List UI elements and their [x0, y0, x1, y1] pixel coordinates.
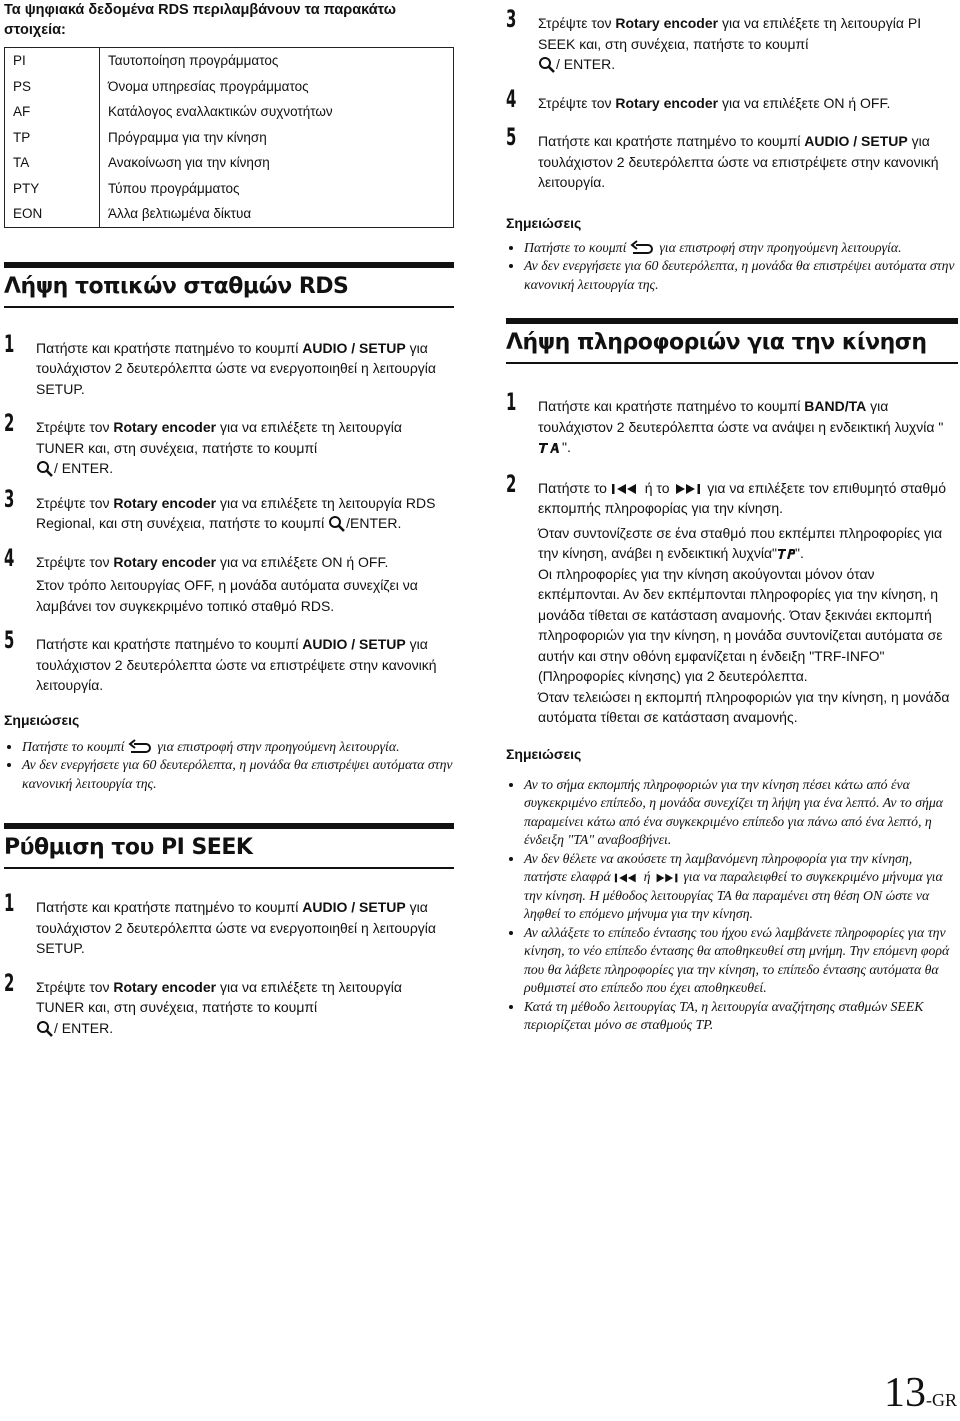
note-item [524, 239, 958, 258]
step-number: 1 [4, 329, 15, 358]
step-number: 2 [4, 409, 15, 437]
step-text: για να επιλέξετε τη λειτουργία PI SEEK και, στη συνέχεια, πατήστε το κουμπί [538, 15, 922, 52]
step-number: 2 [506, 469, 517, 498]
button-name: AUDIO / SETUP [302, 899, 406, 915]
table-cell-abbr: AF [5, 99, 100, 125]
step-detail: Οι πληροφορίες για την κίνηση ακούγονται μόνον όταν εκπέμπονται. Αν δεν εκπέμπονται πληροφορίες για την κίνηση, η μονάδα τίθεται σε κατάσταση αναμονής. Όταν ξεκινάει εκπομπή πληροφοριών για την κίνηση, η μονάδα συντονίζεται αυτόματα σε αυτήν και στην οθόνη εμφανίζεται η ένδειξη "TRF-INFO" (Πληροφορίες κίνησης) για 2 δευτερόλεπτα. [538, 565, 943, 684]
table-cell-abbr: PS [5, 74, 100, 100]
step-1 [4, 889, 454, 959]
left-column [4, 0, 454, 1038]
table-cell-desc: Ταυτοποίηση προγράμματος [108, 53, 279, 69]
search-icon [538, 56, 556, 74]
step-4 [4, 543, 454, 617]
note-item: • Αν αλλάξετε το επίπεδο έντασης του ήχου ενώ λαμβάνετε πληροφορίες για την κίνηση, το νέο επίπεδο έντασης θα αποθηκευθεί στη μνήμη. Την επόμενη φορά που θα λάβετε πληροφορίες για την κίνηση, το επίπεδο έντασης αυτόματα θα ρυθμιστεί στο επίπεδο που έχει αποθηκευθεί. [524, 924, 958, 998]
next-track-icon [654, 872, 680, 884]
step-detail [538, 523, 958, 564]
step-text: για τουλάχιστον 2 δευτερόλεπτα ώστε να επιστρέψετε στην κανονική λειτουργία. [538, 133, 939, 190]
table-row [5, 48, 454, 74]
control-name: Rotary encoder [113, 553, 217, 570]
step-number: 1 [506, 388, 517, 416]
previous-track-icon [614, 872, 640, 884]
table-row [5, 150, 454, 176]
button-name: BAND/TA [804, 398, 867, 414]
table-cell-desc: Ανακοίνωση για την κίνηση [108, 155, 270, 171]
note-text: ή [640, 869, 654, 884]
note-text: για επιστροφή στην προηγούμενη λειτουργία. [655, 239, 902, 255]
step-text: για να επιλέξετε ON ή OFF. [718, 94, 891, 111]
step-text: Πατήστε και κρατήστε πατημένο το κουμπί [36, 636, 303, 652]
notes-title: Σημειώσεις [506, 745, 582, 762]
step-number: 3 [506, 5, 517, 33]
control-name: Rotary encoder [615, 15, 719, 31]
note-item [524, 850, 958, 924]
table-cell-abbr: PTY [5, 176, 100, 202]
step-3 [506, 5, 958, 75]
step-3 [4, 484, 454, 534]
step-number: 5 [4, 626, 15, 654]
table-cell-desc: Κατάλογος εναλλακτικών συχνοτήτων [108, 104, 333, 120]
step-text: για να επιλέξετε τη λειτουργία TUNER και, στη συνέχεια, πατήστε το κουμπί [36, 419, 402, 456]
table-row [5, 176, 454, 202]
note-item: • Κατά τη μέθοδο λειτουργίας TA, η λειτουργία αναζήτησης σταθμών SEEK περιορίζεται μόνο σε σταθμούς TP. [524, 998, 958, 1035]
table-row [5, 201, 454, 227]
note-text: Αν δεν θέλετε να ακούσετε τη λαμβανόμενη πληροφορία για την κίνηση, πατήστε ελαφρά [524, 850, 913, 884]
detail-text: ". [795, 545, 804, 561]
step-number: 5 [506, 123, 517, 151]
step-text: ή το [640, 479, 674, 496]
table-cell-abbr: EON [5, 201, 100, 227]
step-text: Στρέψτε τον [538, 15, 616, 31]
note-item: • Αν δεν ενεργήσετε για 60 δευτερόλεπτα, η μονάδα θα επιστρέψει αυτόματα στην κανονική λειτουργία της. [22, 756, 454, 793]
step-text: / ENTER. [556, 56, 616, 72]
table-cell-desc: Άλλα βελτιωμένα δίκτυα [108, 206, 252, 222]
control-name: Rotary encoder [615, 94, 719, 111]
tp-indicator-icon [777, 548, 795, 560]
notes-title: Σημειώσεις [506, 214, 582, 231]
step-number: 4 [506, 84, 517, 113]
search-icon [328, 515, 346, 533]
rds-table [4, 47, 454, 228]
rds-intro: Τα ψηφιακά δεδομένα RDS περιλαμβάνουν τα παρακάτω στοιχεία: [4, 2, 396, 38]
step-text: Πατήστε και κρατήστε πατημένο το κουμπί [36, 339, 303, 356]
note-item: • Αν δεν ενεργήσετε για 60 δευτερόλεπτα, η μονάδα θα επιστρέψει αυτόματα στην κανονική λειτουργία της. [524, 257, 958, 294]
step-text: Στρέψτε τον [36, 494, 114, 511]
step-2 [4, 409, 454, 479]
step-text: Στρέψτε τον [36, 419, 114, 435]
note-text: Πατήστε το κουμπί [524, 239, 630, 255]
table-row [5, 99, 454, 125]
control-name: Rotary encoder [113, 978, 217, 995]
step-text: για να επιλέξετε τη λειτουργία RDS Regional, και στη συνέχεια, πατήστε το κουμπί [36, 494, 436, 531]
step-number: 3 [4, 484, 15, 513]
right-column [506, 0, 958, 1035]
table-cell-desc: Όνομα υπηρεσίας προγράμματος [108, 78, 309, 94]
step-text: για τουλάχιστον 2 δευτερόλεπτα ώστε να ενεργοποιηθεί η λειτουργία SETUP. [36, 899, 436, 956]
step-text: / ENTER. [54, 460, 114, 476]
page-number-value: 13 [884, 1370, 926, 1416]
step-number: 2 [4, 968, 15, 997]
step-4 [506, 84, 958, 114]
step-text: Πατήστε και κρατήστε πατημένο το κουμπί [538, 398, 805, 414]
table-cell-desc: Πρόγραμμα για την κίνηση [108, 129, 267, 145]
table-cell-abbr: PI [5, 48, 100, 74]
notes-list [506, 239, 958, 295]
previous-track-icon [611, 483, 641, 495]
step-1 [506, 388, 958, 458]
next-track-icon [673, 483, 703, 495]
note-item: • Αν το σήμα εκπομπής πληροφοριών για την κίνηση πέσει κάτω από ένα συγκεκριμένο επίπεδο, η μονάδα συνεχίζει τη λήψη για ένα λεπτό. Αν το σήμα παραμείνει κάτω από ένα συγκεκριμένο επίπεδο για πάνω από ένα λεπτό, η ένδειξη "TA" αναβοσβήνει. [524, 776, 958, 850]
section-title-traffic-info: Λήψη πληροφοριών για την κίνηση [506, 318, 958, 364]
step-text: Στρέψτε τον [538, 94, 616, 111]
table-row [5, 125, 454, 151]
return-icon [128, 739, 154, 755]
step-text: / ENTER. [54, 1019, 114, 1036]
note-text: για επιστροφή στην προηγούμενη λειτουργία. [153, 738, 400, 754]
table-row [5, 74, 454, 100]
table-cell-abbr: TA [5, 150, 100, 176]
step-number: 4 [4, 543, 15, 572]
search-icon [36, 460, 54, 478]
step-text: ". [562, 439, 571, 455]
step-text: για τουλάχιστον 2 δευτερόλεπτα ώστε να ενεργοποιηθεί η λειτουργία SETUP. [36, 339, 436, 397]
button-name: AUDIO / SETUP [302, 636, 406, 652]
step-number: 1 [4, 889, 15, 917]
note-text: Πατήστε το κουμπί [22, 738, 128, 754]
step-text: για να επιλέξετε ON ή OFF. [216, 553, 389, 570]
control-name: Rotary encoder [113, 419, 217, 435]
note-item [22, 738, 454, 757]
table-cell-desc: Τύπου προγράμματος [108, 180, 240, 196]
step-1 [4, 329, 454, 400]
step-2 [4, 968, 454, 1039]
section-title-local-rds: Λήψη τοπικών σταθμών RDS [4, 262, 454, 308]
search-icon [36, 1020, 54, 1038]
table-cell-abbr: TP [5, 125, 100, 151]
step-text: για τουλάχιστον 2 δευτερόλεπτα ώστε να ανάψει η ενδεικτική λυχνία " [538, 398, 944, 435]
step-text: για να επιλέξετε τον επιθυμητό σταθμό εκπομπής πληροφορίας για την κίνηση. [538, 479, 947, 516]
step-text: για τουλάχιστον 2 δευτερόλεπτα ώστε να επιστρέψετε στην κανονική λειτουργία. [36, 636, 437, 693]
control-name: Rotary encoder [113, 494, 217, 511]
step-2 [506, 469, 958, 728]
detail-text: Όταν συντονίζεστε σε ένα σταθμό που εκπέμπει πληροφορίες για την κίνηση, ανάβει η ενδεικτική λυχνία" [538, 524, 943, 561]
step-5 [4, 626, 454, 696]
button-name: AUDIO / SETUP [804, 133, 908, 149]
step-detail: Όταν τελειώσει η εκπομπή πληροφοριών για την κίνηση, η μονάδα αυτόματα τίθεται σε κατάσταση αναμονής. [538, 688, 950, 725]
notes-list [4, 738, 454, 794]
return-icon [630, 240, 656, 256]
ta-indicator-icon [538, 442, 562, 454]
step-5 [506, 123, 958, 193]
button-name: AUDIO / SETUP [302, 339, 406, 356]
page-language-suffix: -GR [926, 1390, 957, 1410]
section-title-pi-seek: Ρύθμιση του PI SEEK [4, 823, 454, 869]
step-text: /ENTER. [346, 515, 402, 531]
step-text: για να επιλέξετε τη λειτουργία TUNER και, στη συνέχεια, πατήστε το κουμπί [36, 978, 402, 1015]
notes-title: Σημειώσεις [4, 711, 80, 728]
step-text: Πατήστε και κρατήστε πατημένο το κουμπί [538, 133, 805, 149]
step-text: Στρέψτε τον [36, 978, 114, 995]
step-text: Στρέψτε τον [36, 553, 114, 570]
notes-list [506, 776, 958, 1035]
step-text: Πατήστε το [538, 479, 611, 496]
note-text: για να παραλειφθεί το συγκεκριμένο μήνυμα για την κίνηση. Η μέθοδος λειτουργίας TA θα παραμένει στη θέση ON ώστε να ληφθεί το επόμενο μήνυμα για την κίνηση. [524, 869, 943, 921]
step-detail: Στον τρόπο λειτουργίας OFF, η μονάδα αυτόματα συνεχίζει να λαμβάνει τον συγκεκριμένο τοπικό σταθμό RDS. [36, 577, 418, 614]
step-text: Πατήστε και κρατήστε πατημένο το κουμπί [36, 899, 303, 915]
